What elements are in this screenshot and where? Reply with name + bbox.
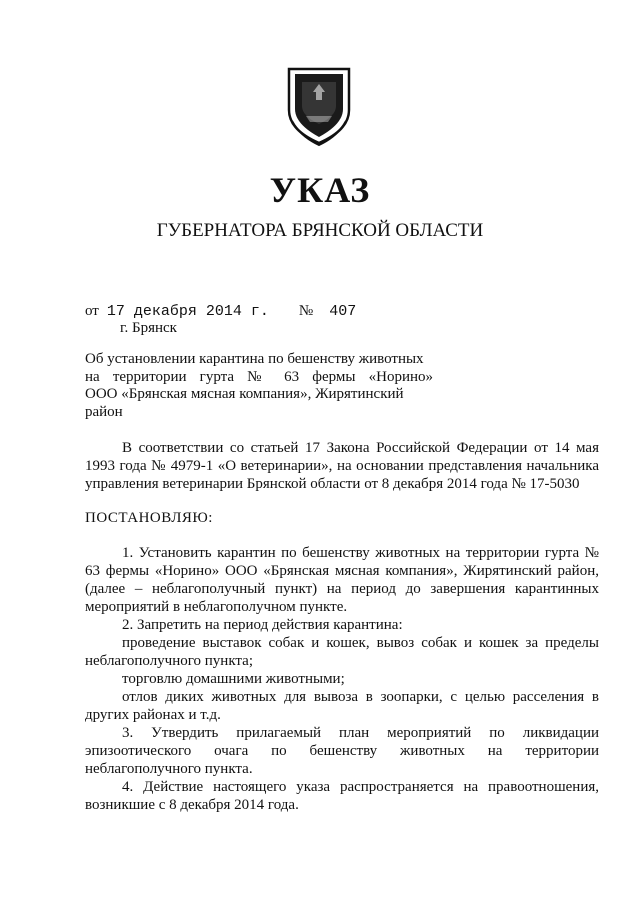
- decree-item: 3. Утвердить прилагаемый план мероприятий по ликвидации эпизоотического очага по бешенству животных на территории неблагополучного пункта.: [85, 725, 599, 777]
- subject-line: район: [85, 403, 123, 420]
- number-sign: №: [298, 303, 314, 319]
- subject-line: ООО «Брянская мясная компания», Жирятинский: [85, 386, 404, 403]
- coat-of-arms-emblem: [278, 66, 360, 148]
- decree-keyword: ПОСТАНОВЛЯЮ:: [85, 510, 213, 526]
- subject-line: Об установлении карантина по бешенству животных: [85, 351, 424, 367]
- shield-icon: [289, 69, 349, 145]
- decree-items: [85, 544, 599, 814]
- document-subject: [85, 351, 433, 421]
- decree-item: 2. Запретить на период действия карантина:: [122, 617, 403, 633]
- decree-subitem: проведение выставок собак и кошек, вывоз собак и кошек за пределы неблагополучного пункта;: [85, 635, 599, 669]
- document-date: 17 декабря 2014 г.: [106, 303, 269, 320]
- document-subtitle: ГУБЕРНАТОРА БРЯНСКОЙ ОБЛАСТИ: [156, 220, 484, 241]
- preamble-text: В соответствии со статьей 17 Закона Российской Федерации от 14 мая 1993 года № 4979-1 «О ветеринарии», на основании представления начальника управления ветеринарии Брянской области от 8 декабря 2014 года № 17-5030: [85, 440, 599, 492]
- date-prefix: от: [85, 303, 99, 319]
- decree-item: 1. Установить карантин по бешенству животных на территории гурта № 63 фермы «Норино» ООО «Брянская мясная компания», Жирятинский район, (далее – неблагополучный пункт) на период до завершения карантинных мероприятий в неблагополучном пункте.: [85, 545, 599, 615]
- document-title: УКАЗ: [269, 170, 371, 210]
- document-number: 407: [329, 303, 357, 320]
- decree-subitem: торговлю домашними животными;: [122, 671, 345, 687]
- preamble-paragraph: [85, 439, 599, 493]
- decree-item: 4. Действие настоящего указа распространяется на правоотношения, возникшие с 8 декабря 2014 года.: [85, 779, 599, 813]
- document-city: г. Брянск: [120, 320, 177, 336]
- decree-subitem: отлов диких животных для вывоза в зоопарки, с целью расселения в других районах и т.д.: [85, 689, 599, 723]
- subject-line: на территории гурта № 63 фермы «Норино»: [85, 368, 433, 385]
